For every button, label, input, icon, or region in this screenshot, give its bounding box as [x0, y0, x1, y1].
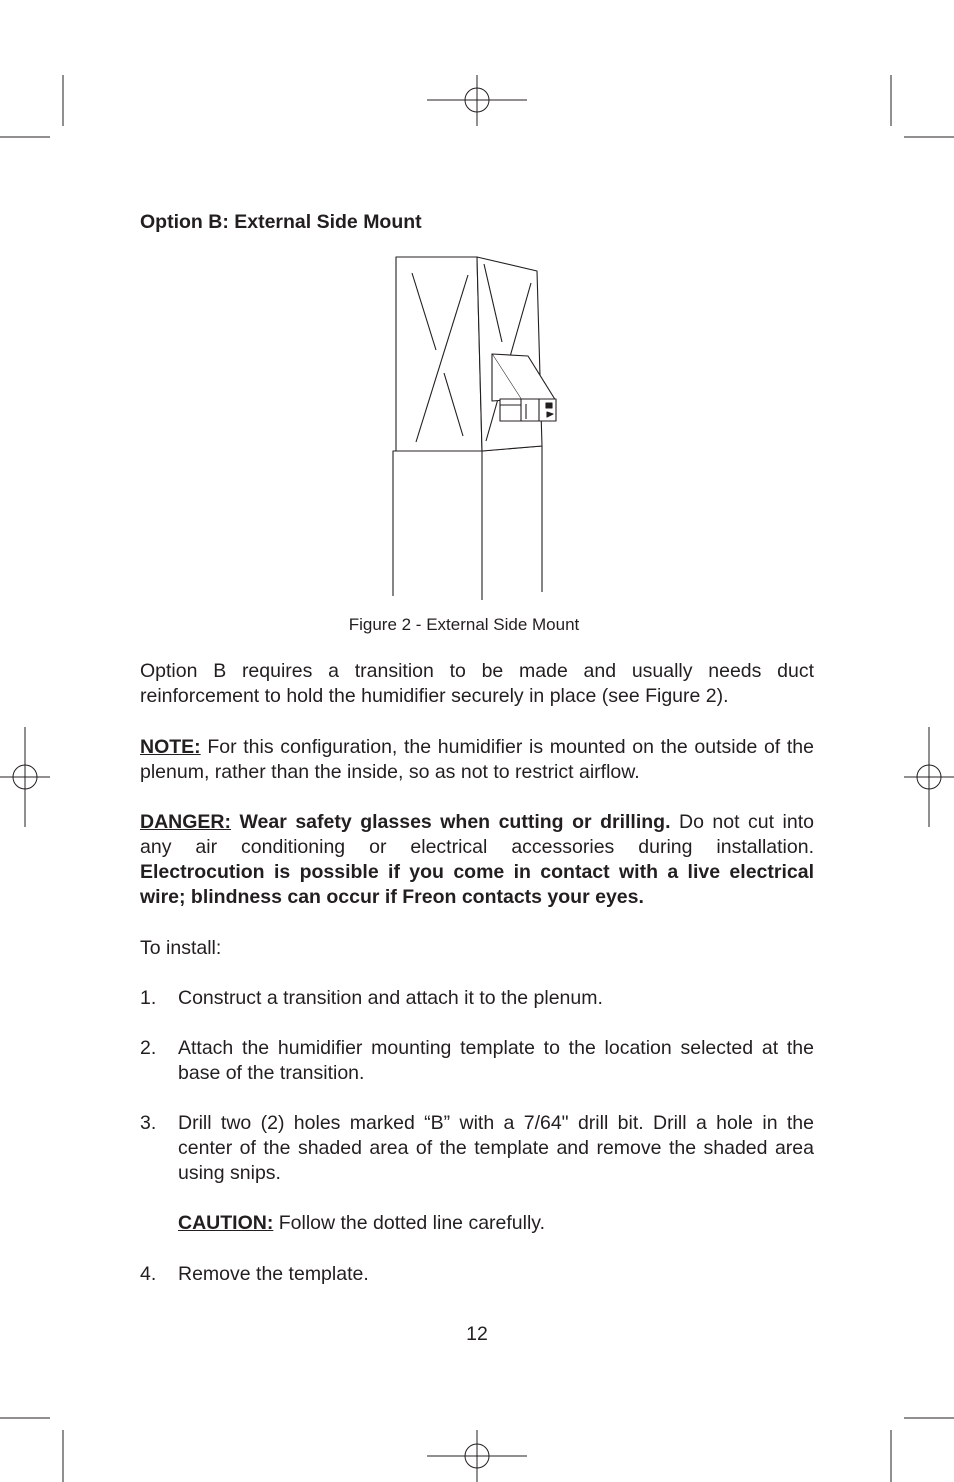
caution-note — [178, 1211, 814, 1236]
registration-mark-right — [904, 727, 954, 827]
note-paragraph — [140, 735, 814, 785]
humidifier-knob — [546, 403, 552, 408]
note-text: For this configuration, the humidifier is mounted on the outside of the plenum, rather than the inside, so as not to restrict airflow. — [140, 736, 814, 783]
step-number: 2. — [140, 1037, 157, 1059]
registration-mark-top — [427, 75, 527, 126]
transition-side-face — [477, 257, 542, 451]
install-step — [140, 1111, 814, 1186]
step-text: Remove the template. — [178, 1263, 369, 1285]
install-step — [140, 1262, 814, 1287]
step-number: 1. — [140, 987, 157, 1009]
danger-label: DANGER: — [140, 811, 231, 833]
danger-warning-bold: Wear safety glasses when cutting or drilling. — [231, 811, 671, 833]
note-label: NOTE: — [140, 736, 201, 758]
caution-label: CAUTION: — [178, 1212, 274, 1234]
humidifier-body — [500, 399, 556, 421]
step-text: Attach the humidifier mounting template to the location selected at the base of the transition. — [178, 1037, 814, 1084]
step-text: Drill two (2) holes marked “B” with a 7/64" drill bit. Drill a hole in the center of the shaded area of the template and remove the shaded area using snips. — [178, 1112, 814, 1184]
danger-hazard-bold: Electrocution is possible if you come in contact with a live electrical wire; blindness can occur if Freon contacts your eyes. — [140, 861, 814, 908]
caution-text: Follow the dotted line carefully. — [273, 1212, 546, 1234]
step-number: 3. — [140, 1112, 157, 1134]
step-text: Construct a transition and attach it to the plenum. — [178, 987, 603, 1009]
danger-text: Do not cut into any air conditioning or electrical accessories during installation. — [140, 811, 814, 858]
plenum-duct — [393, 446, 542, 596]
transition-front-face — [396, 257, 482, 451]
step-number: 4. — [140, 1263, 157, 1285]
page-number: 12 — [466, 1323, 488, 1345]
registration-mark-bottom — [427, 1430, 527, 1482]
danger-paragraph — [140, 810, 814, 910]
intro-paragraph: Option B requires a transition to be made and usually needs duct reinforcement to hold the humidifier securely in place (see Figure 2). — [140, 660, 814, 707]
section-heading: Option B: External Side Mount — [140, 211, 422, 233]
install-intro: To install: — [140, 937, 222, 959]
install-step — [140, 1036, 814, 1086]
figure-caption: Figure 2 - External Side Mount — [348, 615, 580, 634]
external-side-mount-illustration — [380, 250, 560, 605]
registration-mark-left — [0, 727, 50, 827]
install-step — [140, 986, 814, 1011]
